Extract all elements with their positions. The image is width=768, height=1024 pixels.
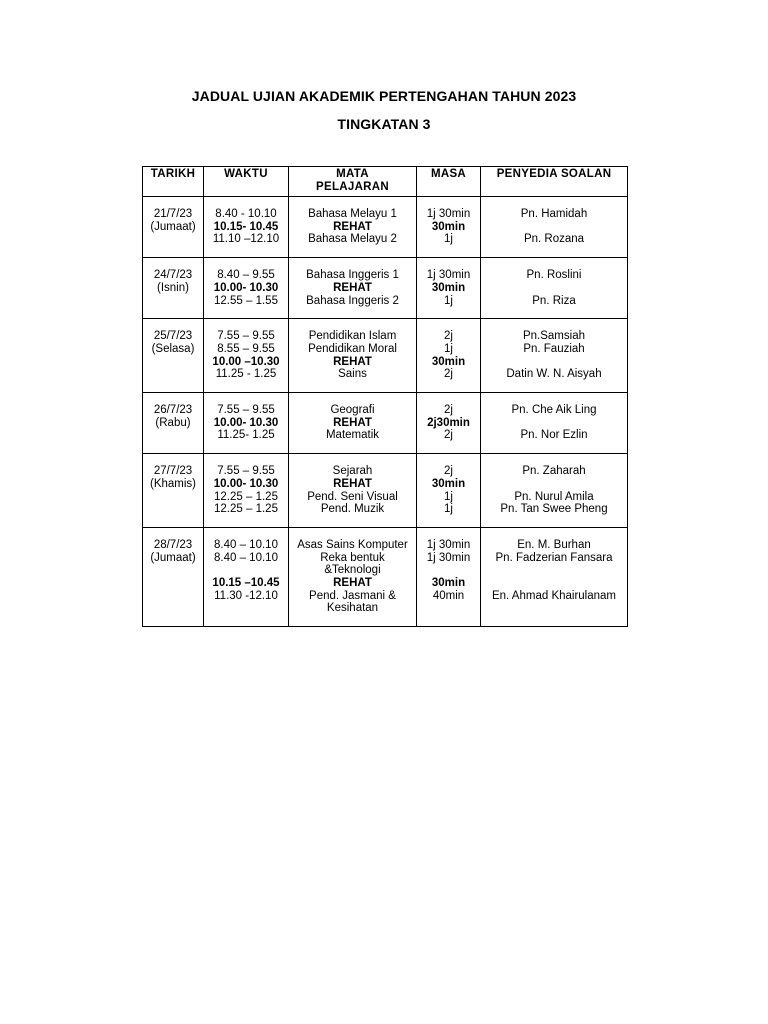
header-mata-line2: PELAJARAN (316, 181, 389, 193)
tarikh-cell (143, 319, 204, 393)
masa-line: 1j (444, 503, 453, 516)
mata-line: Bahasa Inggeris 2 (306, 294, 399, 307)
day-text: (Jumaat) (150, 220, 196, 233)
mata-line: Pend. Muzik (320, 503, 385, 516)
masa-line: 30min (431, 281, 466, 294)
mata-pelajaran-cell (289, 319, 417, 393)
masa-line: 1j 30min (426, 538, 471, 551)
penyedia-soalan-cell (481, 319, 628, 393)
penyedia-line: Pn. Che Aik Ling (511, 404, 597, 417)
penyedia-soalan-cell (481, 454, 628, 528)
exam-schedule-table (142, 166, 628, 627)
waktu-line: 11.25- 1.25 (217, 429, 275, 442)
document-title: JADUAL UJIAN AKADEMIK PERTENGAHAN TAHUN 2023 (191, 88, 577, 104)
mata-pelajaran-cell (289, 258, 417, 319)
waktu-line: 11.25 - 1.25 (215, 368, 277, 381)
mata-pelajaran-cell (289, 527, 417, 626)
mata-line: Pendidikan Moral (308, 342, 397, 355)
header-penyedia-soalan: PENYEDIA SOALAN (481, 167, 628, 197)
masa-line: 2j (444, 368, 453, 381)
mata-line: Asas Sains Komputer (297, 538, 408, 551)
masa-cell (417, 197, 481, 258)
penyedia-line: Pn.Samsiah (522, 330, 585, 343)
header-waktu: WAKTU (204, 167, 289, 197)
masa-line: 2j (444, 465, 453, 478)
penyedia-line: Pn. Zaharah (522, 465, 586, 478)
mata-line: Pend. Jasmani & (309, 589, 396, 602)
waktu-line: 8.40 - 10.10 (215, 208, 277, 220)
mata-line: Geografi (330, 404, 375, 417)
penyedia-line: En. Ahmad Khairulanam (491, 589, 617, 602)
waktu-line: 10.00- 10.30 (213, 281, 279, 294)
penyedia-line: Pn. Riza (532, 294, 576, 307)
waktu-line: 10.00- 10.30 (213, 416, 279, 429)
document-subtitle: TINGKATAN 3 (337, 116, 431, 132)
mata-line: Reka bentuk (320, 551, 385, 564)
penyedia-line: Pn. Nor Ezlin (520, 429, 588, 442)
waktu-cell (204, 454, 289, 528)
mata-line: Matematik (325, 429, 380, 442)
date-text: 26/7/23 (153, 404, 193, 417)
waktu-line: 7.55 – 9.55 (217, 330, 275, 343)
waktu-line: 8.55 – 9.55 (217, 342, 275, 355)
masa-line: 1j (444, 342, 453, 355)
masa-line: 1j (444, 490, 453, 503)
masa-line: 2j (444, 404, 453, 417)
penyedia-line (481, 478, 627, 491)
table-row (143, 393, 628, 454)
header-row (143, 167, 628, 197)
waktu-cell (204, 393, 289, 454)
tarikh-cell (143, 393, 204, 454)
waktu-cell (204, 258, 289, 319)
waktu-line: 11.30 -12.10 (214, 589, 278, 602)
tarikh-cell (143, 197, 204, 258)
penyedia-line: Pn. Roslini (526, 269, 582, 282)
mata-pelajaran-cell (289, 393, 417, 454)
masa-line: 1j 30min (426, 269, 471, 282)
waktu-line: 8.40 – 9.55 (217, 269, 275, 282)
waktu-line: 11.10 –12.10 (212, 233, 280, 246)
header-mata-line1: MATA (336, 168, 369, 180)
mata-line: REHAT (333, 220, 372, 233)
penyedia-soalan-cell (481, 393, 628, 454)
masa-line: 2j30min (427, 416, 470, 429)
mata-line: Pendidikan Islam (308, 330, 397, 343)
date-text: 24/7/23 (153, 269, 193, 282)
waktu-line: 10.15 –10.45 (212, 577, 280, 590)
masa-line: 1j 30min (426, 208, 471, 220)
penyedia-soalan-cell (481, 258, 628, 319)
mata-line: Bahasa Melayu 2 (308, 233, 397, 246)
day-text: (Selasa) (151, 342, 195, 355)
mata-line: Bahasa Melayu 1 (308, 208, 397, 220)
table-row (143, 454, 628, 528)
masa-line: 1j (444, 294, 453, 307)
waktu-line: 12.25 – 1.25 (214, 490, 278, 503)
header-tarikh: TARIKH (143, 167, 204, 197)
penyedia-line: Pn. Fauziah (523, 342, 585, 355)
waktu-line: 12.25 – 1.25 (214, 503, 278, 516)
penyedia-line: Pn. Rozana (523, 233, 585, 246)
header-mata-pelajaran (289, 167, 417, 197)
penyedia-line (481, 221, 627, 234)
penyedia-soalan-cell (481, 527, 628, 626)
masa-line: 30min (431, 577, 466, 590)
waktu-line: 10.15- 10.45 (213, 220, 279, 233)
masa-line: 40min (432, 589, 465, 602)
penyedia-line: Datin W. N. Aisyah (506, 368, 602, 381)
date-text: 25/7/23 (153, 330, 193, 343)
penyedia-line (481, 282, 627, 295)
mata-line: REHAT (333, 281, 372, 294)
penyedia-line: Pn. Nurul Amila (514, 490, 594, 503)
waktu-cell (204, 527, 289, 626)
waktu-line: 8.40 – 10.10 (214, 538, 278, 551)
masa-line: 1j 30min (426, 551, 471, 564)
date-text: 21/7/23 (153, 208, 193, 220)
penyedia-line (481, 564, 627, 577)
penyedia-soalan-cell (481, 197, 628, 258)
mata-line: REHAT (333, 355, 372, 368)
penyedia-line (481, 417, 627, 430)
mata-line: REHAT (333, 416, 372, 429)
penyedia-line: Pn. Fadzerian Fansara (495, 551, 613, 564)
masa-line (417, 564, 480, 577)
waktu-line: 10.00 –10.30 (212, 355, 280, 368)
mata-pelajaran-cell (289, 454, 417, 528)
tarikh-cell (143, 258, 204, 319)
day-text: (Jumaat) (150, 551, 196, 564)
day-text: (Khamis) (149, 477, 196, 490)
day-text: (Rabu) (155, 416, 191, 429)
mata-line: &Teknologi (324, 564, 381, 577)
waktu-line: 8.40 – 10.10 (214, 551, 278, 564)
day-text: (Isnin) (157, 281, 189, 294)
table-row (143, 319, 628, 393)
table-row (143, 197, 628, 258)
penyedia-line: Pn. Hamidah (520, 208, 588, 220)
mata-line: REHAT (333, 477, 372, 490)
masa-cell (417, 454, 481, 528)
mata-line: Pend. Seni Visual (307, 490, 398, 503)
masa-line: 30min (431, 220, 466, 233)
waktu-line: 7.55 – 9.55 (217, 465, 275, 478)
mata-line: Bahasa Inggeris 1 (306, 269, 399, 282)
table-row (143, 258, 628, 319)
header-masa: MASA (417, 167, 481, 197)
schedule-body (143, 197, 628, 627)
waktu-line: 10.00- 10.30 (213, 477, 279, 490)
masa-cell (417, 527, 481, 626)
masa-line: 30min (431, 355, 466, 368)
tarikh-cell (143, 527, 204, 626)
table-row (143, 527, 628, 626)
waktu-cell (204, 319, 289, 393)
tarikh-cell (143, 454, 204, 528)
mata-line: Kesihatan (326, 602, 379, 615)
mata-line: Sains (338, 368, 367, 381)
mata-line: Sejarah (332, 465, 373, 478)
masa-cell (417, 393, 481, 454)
waktu-line: 7.55 – 9.55 (217, 404, 275, 417)
masa-cell (417, 319, 481, 393)
date-text: 28/7/23 (153, 538, 193, 551)
mata-line: REHAT (333, 577, 372, 590)
penyedia-line: Pn. Tan Swee Pheng (500, 503, 608, 516)
waktu-line: 12.55 – 1.55 (214, 294, 278, 307)
mata-pelajaran-cell (289, 197, 417, 258)
masa-line: 30min (431, 477, 466, 490)
penyedia-line (481, 577, 627, 590)
masa-line: 2j (444, 429, 453, 442)
masa-cell (417, 258, 481, 319)
masa-line: 2j (444, 330, 453, 343)
waktu-line (204, 564, 288, 577)
waktu-cell (204, 197, 289, 258)
masa-line: 1j (444, 233, 453, 246)
penyedia-line (481, 356, 627, 369)
date-text: 27/7/23 (153, 465, 193, 478)
penyedia-line: En. M. Burhan (517, 538, 591, 551)
